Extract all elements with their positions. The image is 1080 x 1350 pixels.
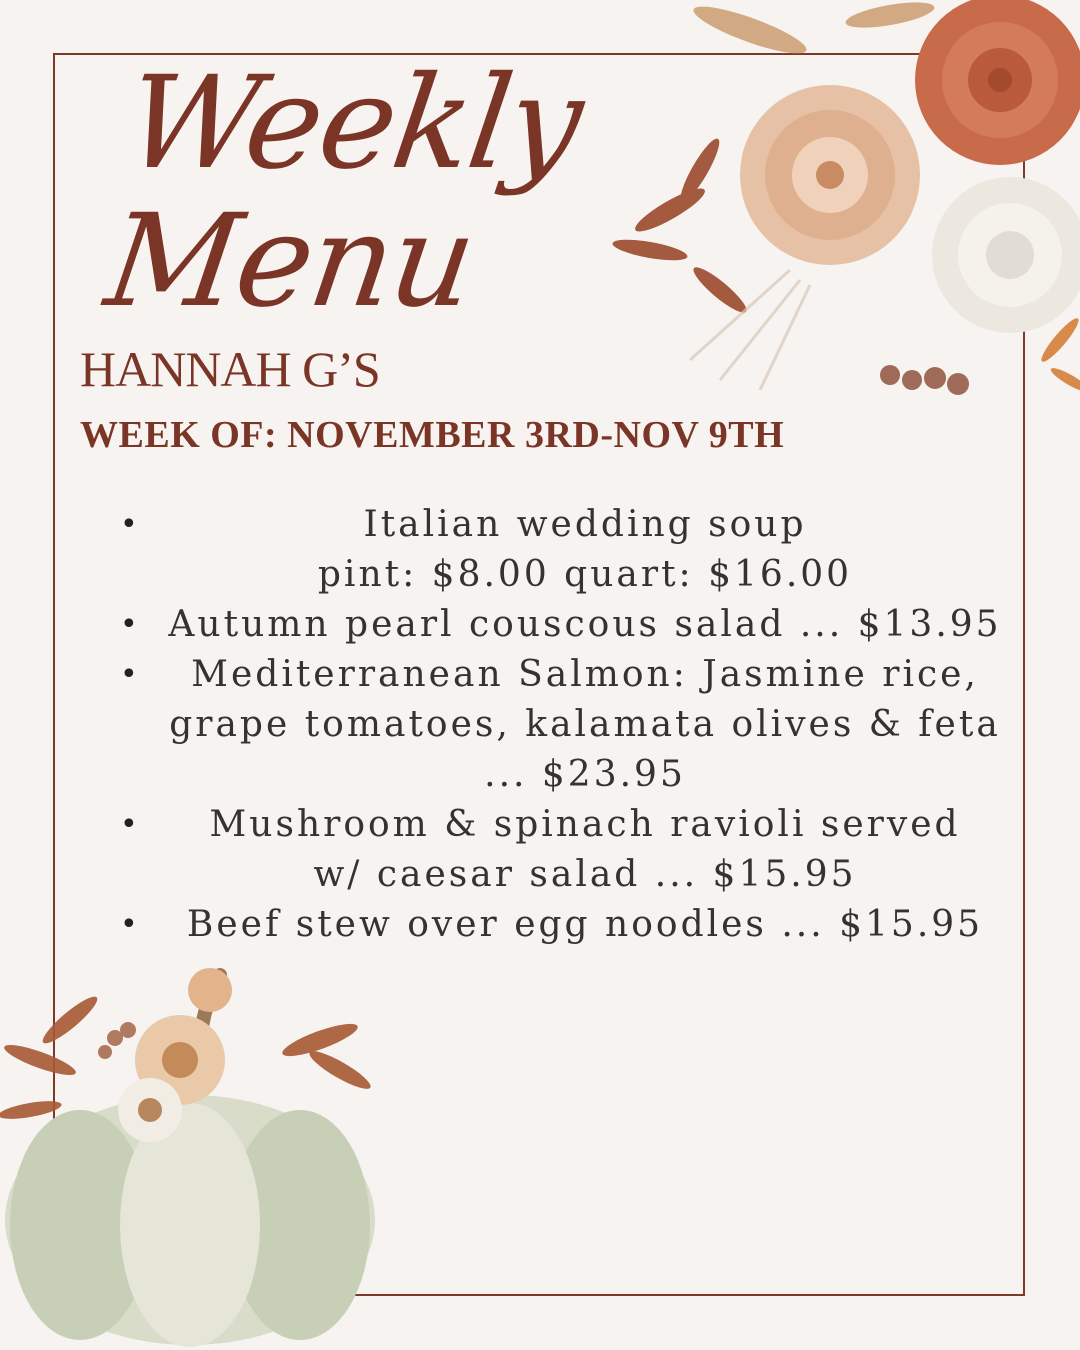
menu-item-line: • Italian wedding soup: [363, 504, 807, 545]
pumpkin-icon: [0, 960, 390, 1350]
week-range: WEEK OF: NOVEMBER 3RD-NOV 9TH: [80, 414, 785, 456]
menu-item: [110, 800, 1010, 900]
page-title: [97, 49, 638, 336]
menu-item: [110, 500, 1010, 600]
menu-item: [110, 600, 1010, 650]
menu-item-line: grape tomatoes, kalamata olives & feta: [169, 704, 1001, 745]
menu-item-line: • Mushroom & spinach ravioli served: [209, 804, 961, 845]
menu-item-line: pint: $8.00 quart: $16.00: [317, 554, 853, 595]
floral-bouquet-icon: [590, 0, 1080, 420]
menu-item-line: • Beef stew over egg noodles ... $15.95: [186, 904, 984, 945]
title-line-weekly: Weekly: [117, 49, 590, 198]
menu-item-line: ... $23.95: [484, 754, 686, 795]
brand-name: HANNAH G’S: [80, 341, 380, 397]
menu-item-line: • Autumn pearl couscous salad ... $13.95: [168, 604, 1002, 645]
menu-item: [110, 650, 1010, 800]
menu-item-line: • Mediterranean Salmon: Jasmine rice,: [191, 654, 979, 695]
menu-list: [110, 500, 1010, 950]
menu-item: [110, 900, 1010, 950]
title-line-menu: Menu: [97, 187, 483, 336]
menu-item-line: w/ caesar salad ... $15.95: [313, 854, 857, 895]
